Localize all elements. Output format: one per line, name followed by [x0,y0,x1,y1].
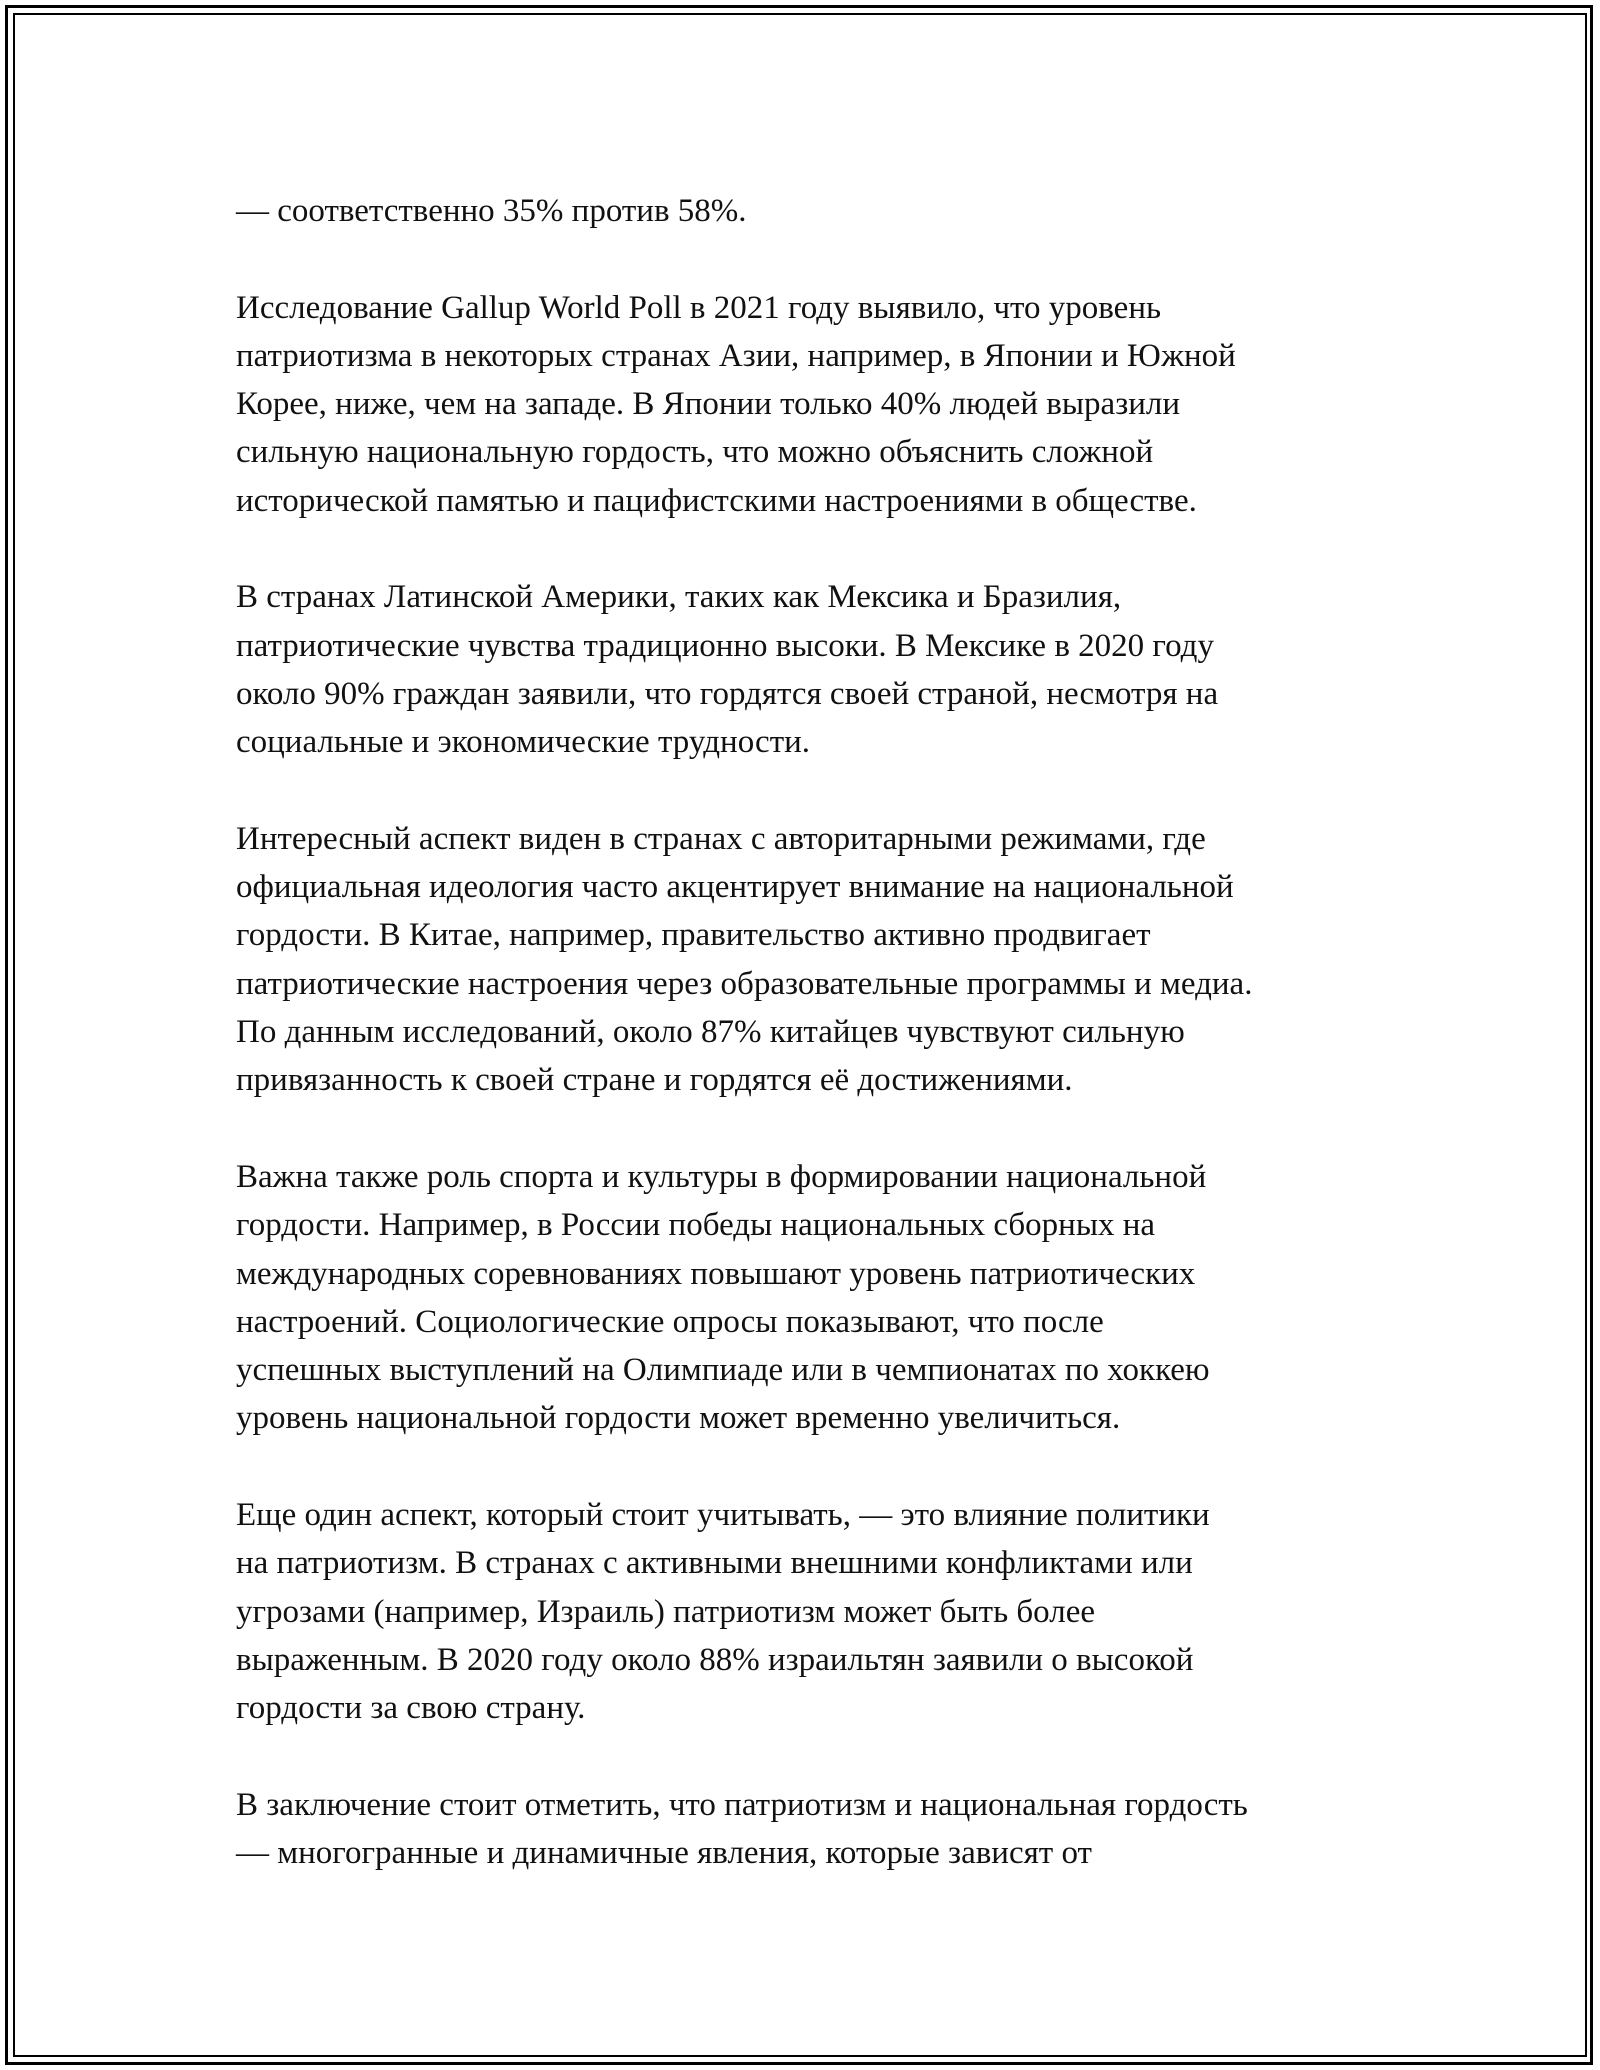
document-body-text: — соответственно 35% против 58%. Исследование Gallup World Poll в 2021 году выявило, что уровень патриотизма в некоторых странах Азии, например, в Японии и Южной Корее, ниже, чем на западе. В Японии только 40% людей выразили сильную национальную гордость, что можно объяснить сложной исторической памятью и пацифистскими настроениями в обществе. В странах Латинской Америки, таких как Мексика и Бразилия, патриотические чувства традиционно высоки. В Мексике в 2020 году около 90% граждан заявили, что гордятся своей страной, несмотря на социальные и экономические трудности. Интересный аспект виден в странах с авторитарными режимами, где официальная идеология часто акцентирует внимание на национальной гордости. В Китае, например, правительство активно продвигает патриотические настроения через образовательные программы и медиа. По данным исследований, около 87% китайцев чувствуют сильную привязанность к своей стране и гордятся её достижениями. Важна также роль спорта и культуры в формировании национальной гордости. Например, в России победы национальных сборных на международных соревнованиях повышают уровень патриотических настроений. Социологические опросы показывают, что после успешных выступлений на Олимпиаде или в чемпионатах по хоккею уровень национальной гордости может временно увеличиться. Еще один аспект, который стоит учитывать, — это влияние политики на патриотизм. В странах с активными внешними конфликтами или угрозами (например, Израиль) патриотизм может быть более выраженным. В 2020 году около 88% израильтян заявили о высокой гордости за свою страну. В заключение стоит отметить, что патриотизм и национальная гордость — многогранные и динамичные явления, которые зависят от [236,193,1253,1872]
